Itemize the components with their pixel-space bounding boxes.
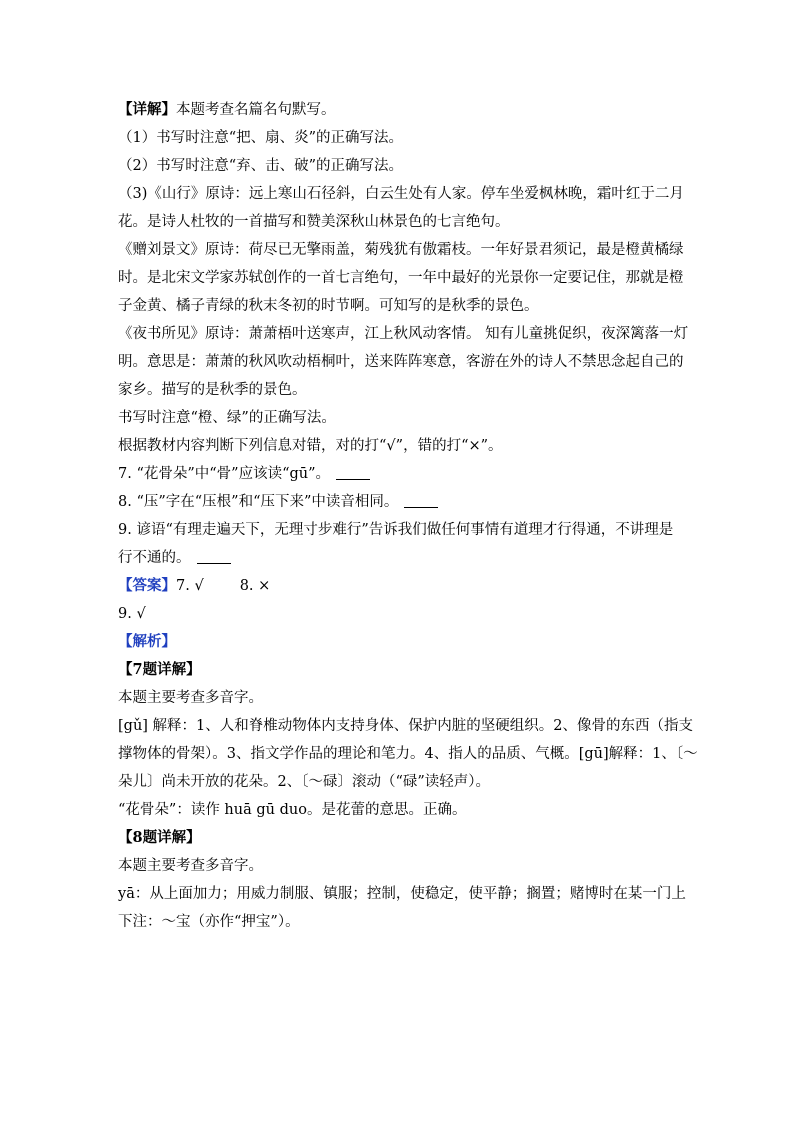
answer-blank: [404, 493, 438, 508]
detail-intro: 本题考查名篇名句默写。: [176, 102, 336, 118]
text-line: 下注：～宝（亦作“押宝”）。: [118, 914, 300, 930]
q7-detail-heading: 【7题详解】: [118, 661, 201, 678]
answer-tag: 【答案】: [118, 577, 176, 594]
document-page: [118, 96, 698, 936]
question-7: [118, 460, 678, 488]
text-line: （1）书写时注意“把、扇、炎”的正确写法。: [118, 130, 404, 146]
answer-blank: [197, 549, 231, 564]
text-line: 本题主要考查多音字。: [118, 858, 263, 874]
detail-heading-line: [118, 96, 678, 124]
text-line: 撑物体的骨架）。3、指文学作品的理论和笔力。4、指人的品质、气概。[gū]解释：1、〔～: [118, 746, 698, 762]
question-9-text: 行不通的。: [118, 550, 191, 566]
text-line: “花骨朵”：读作 huā gū duo。是花蕾的意思。正确。: [118, 802, 467, 818]
text-line: 时。是北宋文学家苏轼创作的一首七言绝句，一年中最好的光景你一定要记住，那就是橙: [118, 270, 684, 286]
question-9-line2: [118, 544, 678, 572]
question-8-text: 8. “压”字在“压根”和“压下来”中读音相同。: [118, 494, 399, 510]
answer-line: [118, 572, 678, 600]
text-line: 《赠刘景文》原诗：荷尽已无擎雨盖，菊残犹有傲霜枝。一年好景君须记，最是橙黄橘绿: [118, 242, 684, 258]
question-8: [118, 488, 678, 516]
q8-detail-heading: 【8题详解】: [118, 829, 201, 846]
text-line: 子金黄、橘子青绿的秋末冬初的时节啊。可知写的是秋季的景色。: [118, 298, 539, 314]
answer-7: 7. √: [176, 578, 204, 594]
text-line: 本题主要考查多音字。: [118, 690, 263, 706]
text-line: 明。意思是：萧萧的秋风吹动梧桐叶，送来阵阵寒意，客游在外的诗人不禁思念起自己的: [118, 354, 684, 370]
answer-8: 8. ×: [239, 578, 271, 594]
answer-9: 9. √: [118, 606, 146, 622]
analysis-tag: 【解析】: [118, 633, 176, 650]
text-line: （3)《山行》原诗：远上寒山石径斜，白云生处有人家。停车坐爱枫林晚，霜叶红于二月: [118, 186, 684, 202]
answer-blank: [336, 465, 370, 480]
text-line: 《夜书所见》原诗：萧萧梧叶送寒声，江上秋风动客情。 知有儿童挑促织，夜深篱落一灯: [118, 326, 689, 342]
text-line: [gǔ] 解释：1、人和脊椎动物体内支持身体、保护内脏的坚硬组织。2、像骨的东西（指支: [118, 718, 693, 734]
question-7-text: 7. “花骨朵”中“骨”应该读“gū”。: [118, 466, 331, 482]
text-line: 书写时注意“橙、绿”的正确写法。: [118, 410, 336, 426]
text-line: 家乡。描写的是秋季的景色。: [118, 382, 307, 398]
text-line: （2）书写时注意“弃、击、破”的正确写法。: [118, 158, 404, 174]
text-line: 朵儿〕尚未开放的花朵。2、〔～碌〕滚动（“碌”读轻声）。: [118, 774, 491, 790]
text-line: yā：从上面加力；用威力制服、镇服；控制，使稳定，使平静；搁置；赌博时在某一门上: [118, 886, 686, 902]
detail-tag: 【详解】: [118, 101, 176, 118]
text-line: 花。是诗人杜牧的一首描写和赞美深秋山林景色的七言绝句。: [118, 214, 510, 230]
question-9-line1: 9. 谚语“有理走遍天下，无理寸步难行”告诉我们做任何事情有道理才行得通，不讲理是: [118, 522, 674, 538]
instruction-line: 根据教材内容判断下列信息对错，对的打“√”，错的打“×”。: [118, 438, 503, 454]
